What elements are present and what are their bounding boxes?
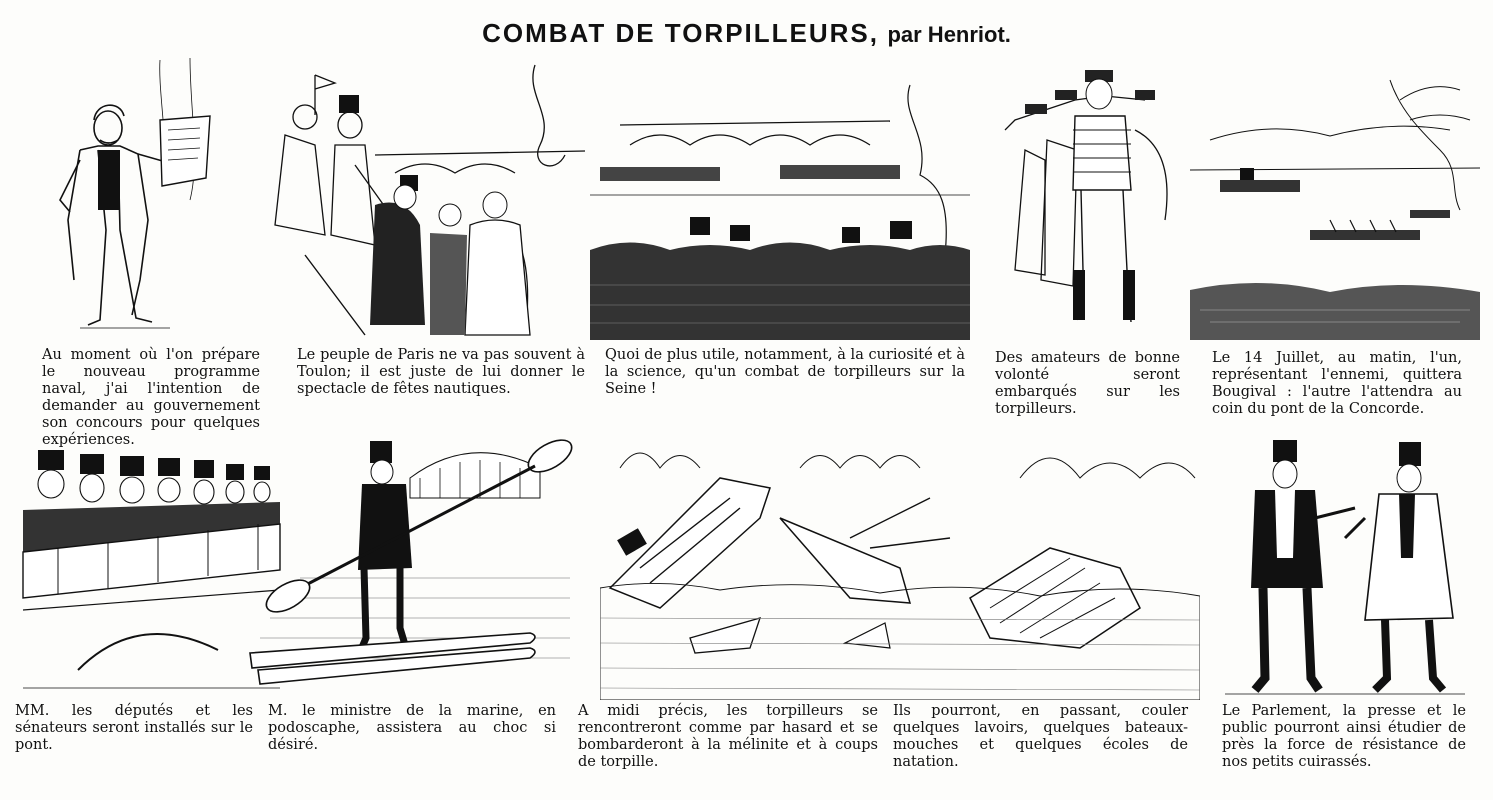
page-title [0,18,1493,49]
panel-3-caption: Quoi de plus utile, notamment, à la curiosité et à la science, qu'un combat de torpilleurs sur la Seine ! [605,347,965,397]
seine-spectators-drawing [590,55,980,340]
panel-1-caption: Au moment où l'on prépare le nouveau programme naval, j'ai l'intention de demander au gouvernement son concours pour quelques expériences. [42,347,260,448]
panel-10-caption: Le Parlement, la presse et le public pourront ainsi étudier de près la force de résistance de nos petits cuirassés. [1222,703,1466,770]
panel-3-illustration [590,55,980,340]
panel-9-caption: Ils pourront, en passant, couler quelques lavoirs, quelques bateaux-mouches et quelques écoles de natation. [893,703,1188,770]
panel-7-illustration [240,438,580,700]
river-landscape-drawing [1190,60,1480,340]
volunteers-drawing [985,60,1210,340]
panel-4-caption: Des amateurs de bonne volonté seront embarqués sur les torpilleurs. [995,350,1180,417]
panel-8-9-illustration [600,438,1200,700]
panel-1-illustration [40,50,240,340]
torpedo-battle-drawing [600,438,1200,700]
title-main: COMBAT DE TORPILLEURS, [482,18,879,48]
panel-8-caption: A midi précis, les torpilleurs se rencontreront comme par hasard et se bombarderont à la mélinite et à coups de torpille. [578,703,878,770]
panel-10-illustration [1215,438,1475,700]
panel-5-illustration [1190,60,1480,340]
two-gentlemen-drawing [1215,438,1475,700]
panel-6-caption: MM. les députés et les sénateurs seront installés sur le pont. [15,703,253,753]
man-with-newspaper-drawing [40,50,240,340]
panel-2-caption: Le peuple de Paris ne va pas souvent à Toulon; il est juste de lui donner le spectacle de fêtes nautiques. [297,347,585,397]
panel-7-caption: M. le ministre de la marine, en podoscaphe, assistera au choc si désiré. [268,703,556,753]
panel-2-illustration [255,55,590,340]
panel-4-illustration [985,60,1210,340]
title-byline: par Henriot. [887,22,1011,47]
minister-podoscaphe-drawing [240,438,580,700]
parisian-crowd-drawing [255,55,590,340]
panel-5-caption: Le 14 Juillet, au matin, l'un, représentant l'ennemi, quittera Bougival : l'autre l'attendra au coin du pont de la Concorde. [1212,350,1462,417]
